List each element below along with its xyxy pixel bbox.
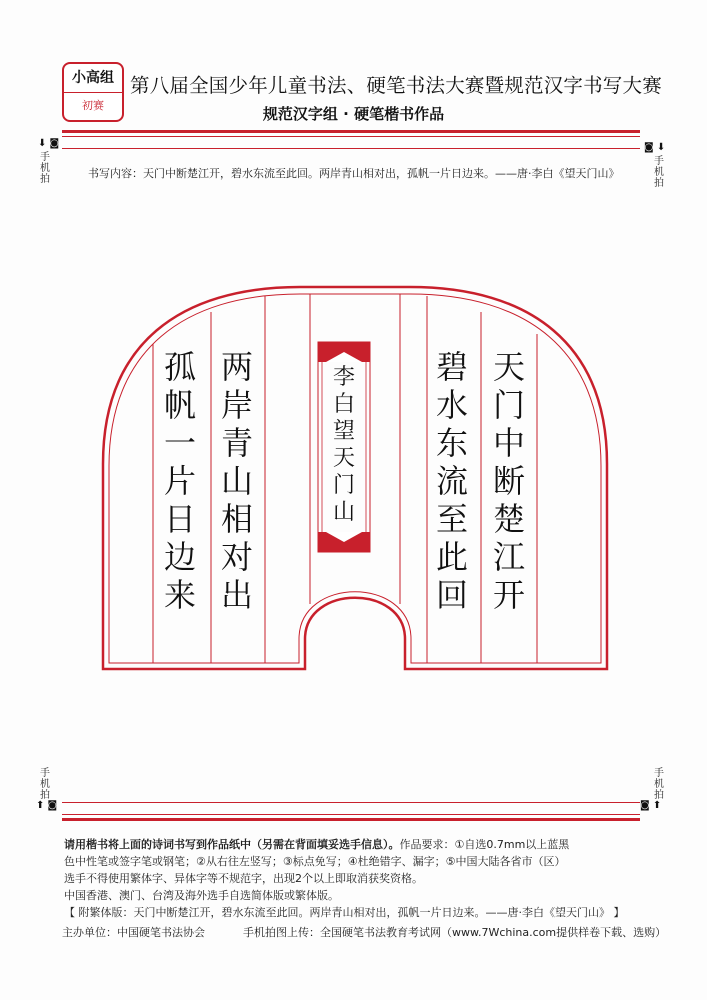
signature-column	[316, 364, 372, 526]
badge-stage: 初赛	[82, 99, 104, 112]
camera-icon-top-right: ◙ ⬇	[644, 142, 666, 153]
char: 天	[492, 348, 525, 386]
char: 白	[332, 392, 355, 417]
instructions	[64, 836, 664, 921]
char: 流	[435, 462, 468, 500]
char: 断	[492, 462, 525, 500]
camera-icon-bottom-right: ◙ ⬆	[640, 800, 662, 811]
organizer: 主办单位：中国硬笔书法协会	[62, 926, 205, 939]
badge-level: 小高组	[64, 64, 122, 93]
instructions-line1-bold: 请用楷书将上面的诗词书写到作品纸中（另需在背面填妥选手信息）。	[64, 838, 400, 851]
poem-column-2	[424, 348, 480, 614]
instructions-line2: 色中性笔或签字笔或钢笔；②从右往左竖写；③标点免写；④杜绝错字、漏字；⑤中国大陆各省市（区）	[64, 855, 566, 868]
poem-column-1	[481, 348, 537, 614]
char: 门	[492, 386, 525, 424]
char: 江	[492, 538, 525, 576]
footer-rule-thick	[62, 818, 640, 821]
char: 一	[163, 424, 196, 462]
writing-content: 书写内容：天门中断楚江开，碧水东流至此回。两岸青山相对出，孤帆一片日边来。——唐·李白《望天门山》	[88, 167, 620, 180]
char: 出	[220, 576, 253, 614]
instructions-line3: 选手不得使用繁体字、异体字等不规范字，出现2个以上即取消获奖资格。	[64, 872, 423, 885]
char: 两	[220, 348, 253, 386]
char: 中	[492, 424, 525, 462]
header-rule-thin	[62, 136, 640, 137]
footer-rule-guide	[62, 802, 640, 803]
char: 至	[435, 500, 468, 538]
char: 回	[435, 576, 468, 614]
char: 对	[220, 538, 253, 576]
camera-label-bottom-left: 手机拍	[40, 768, 50, 801]
char: 此	[435, 538, 468, 576]
char: 来	[163, 576, 196, 614]
camera-icon-bottom-left: ⬆ ◙	[36, 800, 58, 811]
header-rule-guide	[62, 148, 640, 149]
poem-column-4	[152, 348, 208, 614]
camera-label-top-left: 手机拍	[40, 152, 50, 185]
page-subtitle: 规范汉字组 · 硬笔楷书作品	[262, 105, 445, 123]
char: 碧	[435, 348, 468, 386]
poem-column-3	[209, 348, 265, 614]
char: 东	[435, 424, 468, 462]
char: 片	[163, 462, 196, 500]
char: 天	[332, 446, 355, 471]
footer-rule-thin	[62, 814, 640, 815]
char: 门	[332, 473, 355, 498]
upload-info: 手机拍图上传：全国硬笔书法教育考试网（www.7Wchina.com提供样卷下载、选购）	[243, 926, 667, 939]
page-title: 第八届全国少年儿童书法、硬笔书法大赛暨规范汉字书写大赛	[130, 74, 662, 97]
char: 孤	[163, 348, 196, 386]
char: 山	[220, 462, 253, 500]
camera-label-top-right: 手机拍	[654, 156, 664, 189]
char: 楚	[492, 500, 525, 538]
char: 日	[163, 500, 196, 538]
instructions-line4: 中国香港、澳门、台湾及海外选手自选简体版或繁体版。	[64, 889, 339, 902]
char: 岸	[220, 386, 253, 424]
camera-icon-top-left: ⬇ ◙	[38, 138, 60, 149]
char: 相	[220, 500, 253, 538]
instructions-line5-label: 【 附繁体版：	[64, 906, 134, 919]
instructions-line5-text: 天门中断楚江开，碧水东流至此回。两岸青山相对出，孤帆一片日边来。——唐·李白《望天门山》 】	[133, 906, 625, 919]
char: 山	[332, 500, 355, 525]
char: 望	[332, 419, 355, 444]
char: 边	[163, 538, 196, 576]
char: 青	[220, 424, 253, 462]
char: 帆	[163, 386, 196, 424]
char: 开	[492, 576, 525, 614]
char: 水	[435, 386, 468, 424]
char: 李	[332, 365, 355, 390]
header-rule-thick	[62, 130, 640, 133]
camera-label-bottom-right: 手机拍	[654, 768, 664, 801]
instructions-line1-rest: 作品要求：①自选0.7mm以上蓝黑	[399, 838, 570, 851]
